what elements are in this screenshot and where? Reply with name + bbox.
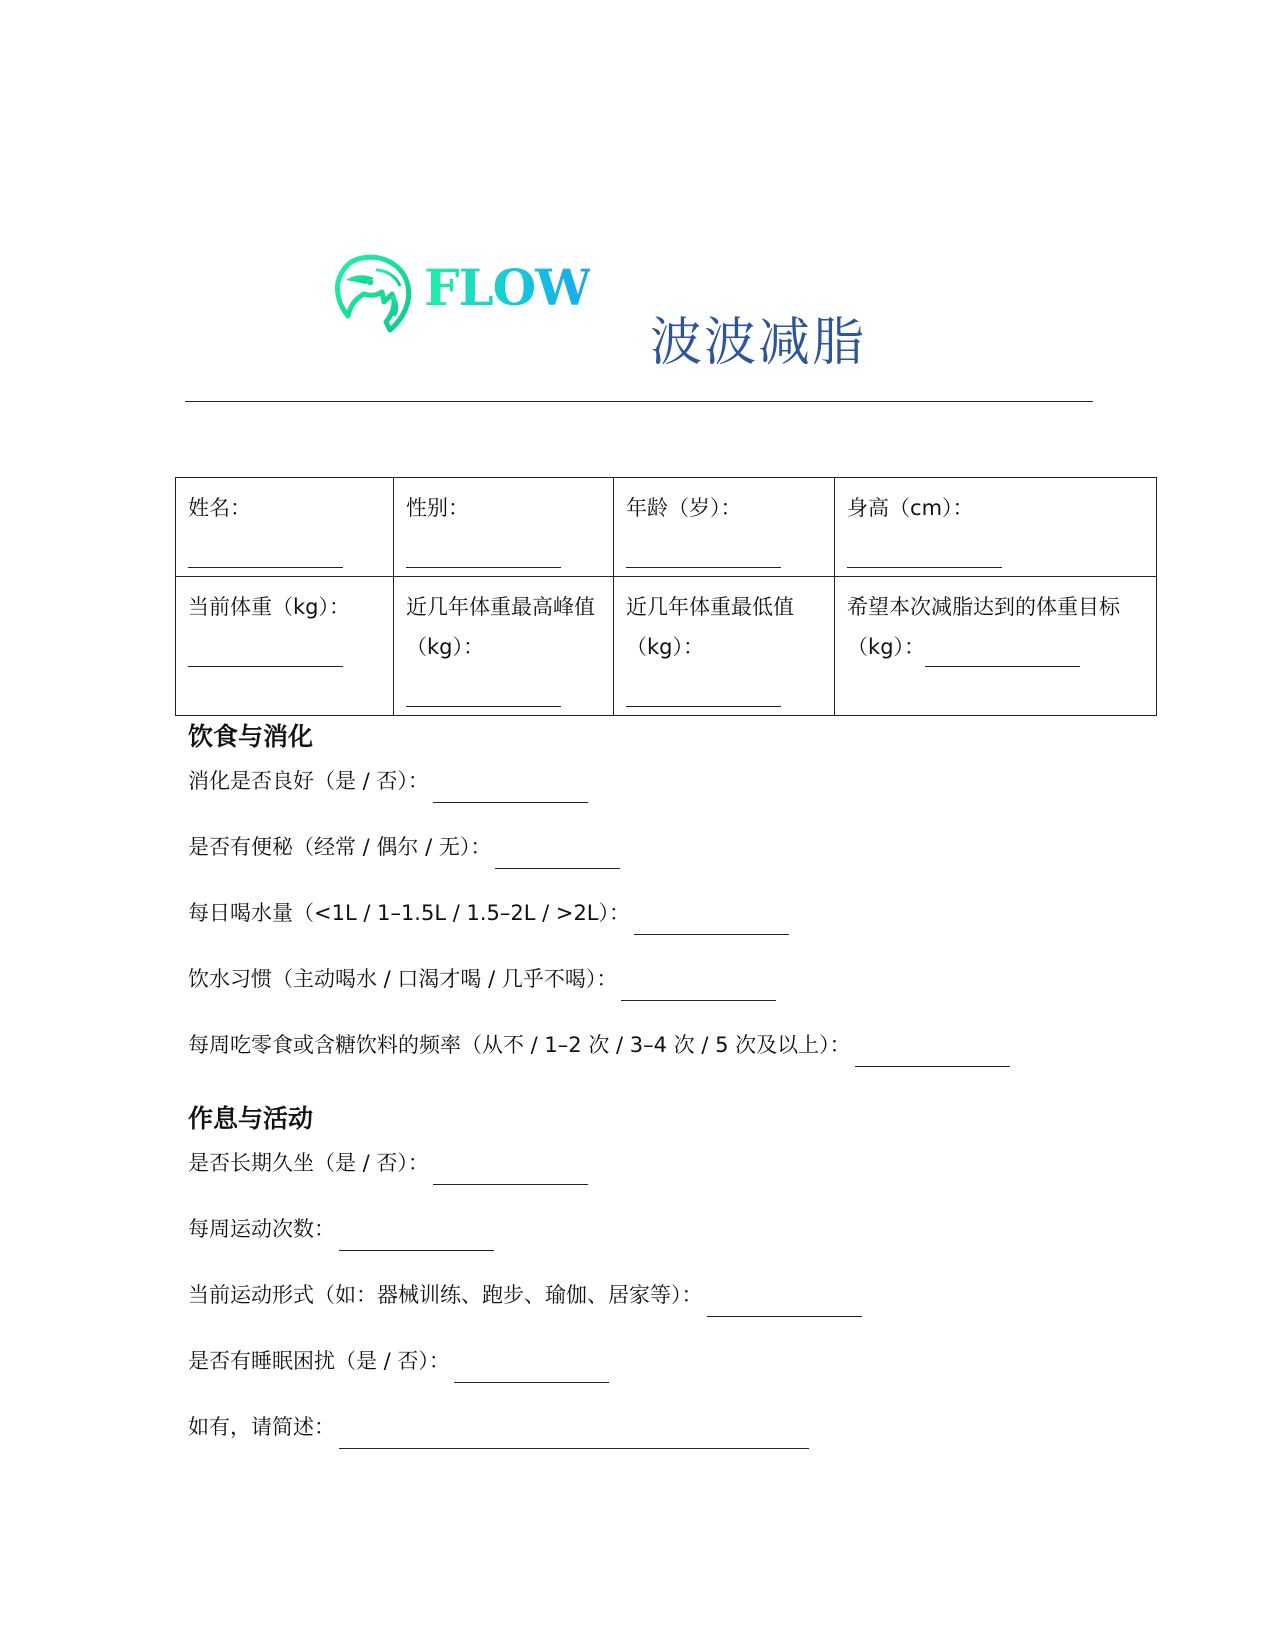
answer-field[interactable] <box>634 908 789 935</box>
question-text: 每周运动次数： <box>188 1217 335 1241</box>
question-sedentary <box>188 1141 1188 1207</box>
gender-field[interactable] <box>406 541 561 568</box>
question-text: 当前运动形式（如：器械训练、跑步、瑜伽、居家等）： <box>188 1283 703 1307</box>
question-text: 是否长期久坐（是 / 否）： <box>188 1151 429 1175</box>
target-weight-label: 希望本次减脂达到的体重目标（kg）： <box>847 595 1121 659</box>
question-text: 消化是否良好（是 / 否）： <box>188 769 429 793</box>
diet-section-title: 饮食与消化 <box>188 722 314 751</box>
current-weight-label: 当前体重（kg）： <box>188 595 350 619</box>
gender-cell <box>394 478 614 577</box>
question-drinking-habit <box>188 957 1188 1023</box>
answer-field[interactable] <box>454 1356 609 1383</box>
name-field[interactable] <box>188 541 343 568</box>
question-text: 是否有睡眠困扰（是 / 否）： <box>188 1349 450 1373</box>
age-cell <box>614 478 835 577</box>
height-field[interactable] <box>847 541 1002 568</box>
answer-field[interactable] <box>339 1224 494 1251</box>
answer-field[interactable] <box>433 1158 588 1185</box>
basic-info-table <box>175 477 1157 716</box>
question-digestion <box>188 759 1188 825</box>
document-title: 波波减脂 <box>650 313 867 373</box>
age-field[interactable] <box>626 541 781 568</box>
logo <box>332 252 602 342</box>
answer-field[interactable] <box>855 1040 1010 1067</box>
min-weight-cell <box>614 577 835 716</box>
answer-field[interactable] <box>621 974 776 1001</box>
question-text: 饮水习惯（主动喝水 / 口渴才喝 / 几乎不喝）： <box>188 967 618 991</box>
question-sleep-issues <box>188 1339 1188 1405</box>
question-snack-frequency <box>188 1023 1188 1089</box>
table-row <box>176 577 1157 716</box>
header-divider <box>185 401 1093 402</box>
age-label: 年龄（岁）： <box>626 496 742 520</box>
question-exercise-frequency <box>188 1207 1188 1273</box>
max-weight-label: 近几年体重最高峰值（kg）： <box>406 595 595 659</box>
answer-field[interactable] <box>495 842 620 869</box>
current-weight-cell <box>176 577 394 716</box>
activity-section-title: 作息与活动 <box>188 1104 314 1133</box>
gender-label: 性别： <box>406 496 469 520</box>
answer-field[interactable] <box>339 1422 809 1449</box>
height-label: 身高（cm）： <box>847 496 974 520</box>
question-water-intake <box>188 891 1188 957</box>
question-sleep-description <box>188 1405 1188 1471</box>
current-weight-field[interactable] <box>188 640 343 667</box>
question-text: 每周吃零食或含糖饮料的频率（从不 / 1–2 次 / 3–4 次 / 5 次及以上）： <box>188 1033 851 1057</box>
height-cell <box>835 478 1157 577</box>
question-text: 是否有便秘（经常 / 偶尔 / 无）： <box>188 835 492 859</box>
question-constipation <box>188 825 1188 891</box>
target-weight-cell <box>835 577 1157 716</box>
logo-text: FLOW <box>424 258 591 317</box>
question-text: 如有，请简述： <box>188 1415 335 1439</box>
max-weight-field[interactable] <box>406 680 561 707</box>
min-weight-label: 近几年体重最低值（kg）： <box>626 595 795 659</box>
min-weight-field[interactable] <box>626 680 781 707</box>
name-cell <box>176 478 394 577</box>
answer-field[interactable] <box>707 1290 862 1317</box>
target-weight-field[interactable] <box>925 640 1080 667</box>
eagle-head-icon <box>332 252 414 334</box>
answer-field[interactable] <box>433 776 588 803</box>
max-weight-cell <box>394 577 614 716</box>
questionnaire-body <box>188 715 1188 1471</box>
table-row <box>176 478 1157 577</box>
name-label: 姓名： <box>188 496 251 520</box>
question-exercise-type <box>188 1273 1188 1339</box>
question-text: 每日喝水量（<1L / 1–1.5L / 1.5–2L / >2L）： <box>188 901 631 925</box>
